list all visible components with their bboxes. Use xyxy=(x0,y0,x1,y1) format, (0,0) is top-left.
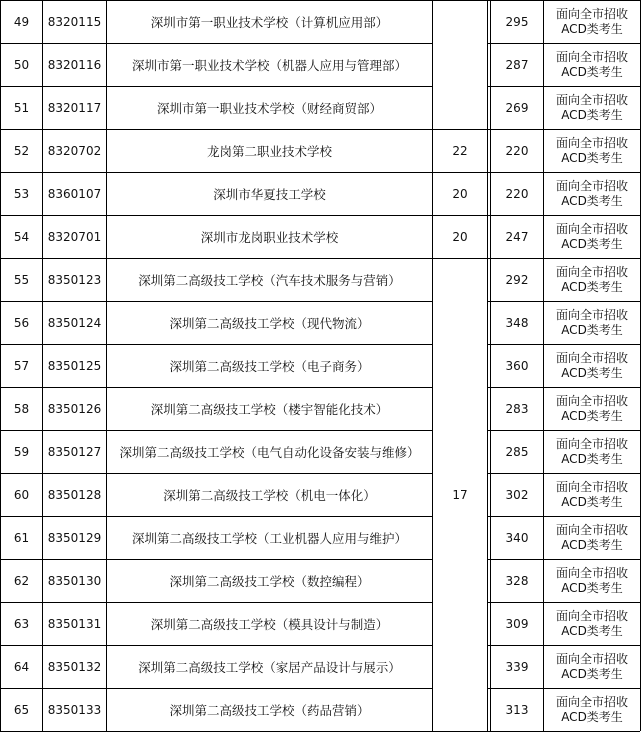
school-code-cell: 8350131 xyxy=(47,617,102,631)
min-score-cell: 339 xyxy=(505,660,529,674)
remark-line-1: 面向全市招收 xyxy=(555,179,628,193)
remark-cell xyxy=(544,259,640,301)
remark-cell xyxy=(544,44,640,86)
remark-cell xyxy=(544,603,640,645)
min-score-cell: 328 xyxy=(505,574,529,588)
school-code-cell: 8320117 xyxy=(47,101,102,115)
remark-line-1: 面向全市招收 xyxy=(555,480,628,494)
min-score-cell: 292 xyxy=(505,273,529,287)
school-name-cell: 深圳第二高级技工学校（汽车技术服务与营销） xyxy=(138,273,401,288)
school-name-cell: 深圳第二高级技工学校（药品营销） xyxy=(169,703,370,718)
remark-line-2: ACD类考生 xyxy=(561,538,623,552)
row-number-cell: 64 xyxy=(13,660,30,674)
merged-plan-count-cell: 17 xyxy=(452,488,468,502)
remark-cell xyxy=(544,388,640,430)
remark-cell xyxy=(544,1,640,43)
school-name-cell: 深圳第二高级技工学校（电气自动化设备安装与维修） xyxy=(119,445,420,460)
school-name-cell: 深圳第二高级技工学校（家居产品设计与展示） xyxy=(138,660,401,675)
remark-cell xyxy=(544,689,640,731)
remark-line-2: ACD类考生 xyxy=(561,366,623,380)
school-name-cell: 深圳市龙岗职业技术学校 xyxy=(200,230,339,245)
row-number-cell: 57 xyxy=(13,359,30,373)
row-number-cell: 54 xyxy=(13,230,30,244)
min-score-cell: 348 xyxy=(505,316,529,330)
school-code-cell: 8320701 xyxy=(47,230,102,244)
school-name-cell: 深圳第二高级技工学校（工业机器人应用与维护） xyxy=(131,531,407,546)
row-number-cell: 65 xyxy=(13,703,30,717)
remark-line-1: 面向全市招收 xyxy=(555,50,628,64)
school-code-cell: 8320702 xyxy=(47,144,102,158)
school-code-cell: 8320116 xyxy=(47,58,102,72)
school-name-cell: 深圳市第一职业技术学校（计算机应用部） xyxy=(150,15,389,30)
table-grid-line xyxy=(640,0,641,731)
row-number-cell: 58 xyxy=(13,402,30,416)
remark-line-2: ACD类考生 xyxy=(561,452,623,466)
remark-line-2: ACD类考生 xyxy=(561,624,623,638)
row-number-cell: 52 xyxy=(13,144,30,158)
remark-line-2: ACD类考生 xyxy=(561,581,623,595)
remark-line-1: 面向全市招收 xyxy=(555,523,628,537)
remark-line-2: ACD类考生 xyxy=(561,65,623,79)
remark-line-1: 面向全市招收 xyxy=(555,394,628,408)
min-score-cell: 295 xyxy=(505,15,529,29)
remark-line-1: 面向全市招收 xyxy=(555,265,628,279)
school-name-cell: 深圳第二高级技工学校（现代物流） xyxy=(169,316,370,331)
remark-line-1: 面向全市招收 xyxy=(555,609,628,623)
school-name-cell: 深圳市第一职业技术学校（财经商贸部） xyxy=(156,101,382,116)
school-code-cell: 8350133 xyxy=(47,703,102,717)
row-number-cell: 61 xyxy=(13,531,30,545)
remark-line-1: 面向全市招收 xyxy=(555,566,628,580)
remark-line-2: ACD类考生 xyxy=(561,151,623,165)
min-score-cell: 283 xyxy=(505,402,529,416)
school-code-cell: 8350127 xyxy=(47,445,102,459)
remark-line-2: ACD类考生 xyxy=(561,495,623,509)
remark-line-2: ACD类考生 xyxy=(561,710,623,724)
remark-line-2: ACD类考生 xyxy=(561,323,623,337)
row-number-cell: 63 xyxy=(13,617,30,631)
row-number-cell: 62 xyxy=(13,574,30,588)
remark-cell xyxy=(544,560,640,602)
remark-line-1: 面向全市招收 xyxy=(555,695,628,709)
school-code-cell: 8350123 xyxy=(47,273,102,287)
min-score-cell: 220 xyxy=(505,144,529,158)
school-name-cell: 深圳市华夏技工学校 xyxy=(213,187,326,202)
school-name-cell: 深圳第二高级技工学校（数控编程） xyxy=(169,574,370,589)
min-score-cell: 285 xyxy=(505,445,529,459)
remark-line-2: ACD类考生 xyxy=(561,409,623,423)
min-score-cell: 287 xyxy=(505,58,529,72)
min-score-cell: 309 xyxy=(505,617,529,631)
remark-cell xyxy=(544,216,640,258)
plan-count-cell: 20 xyxy=(452,187,468,201)
row-number-cell: 56 xyxy=(13,316,30,330)
school-code-cell: 8350126 xyxy=(47,402,102,416)
plan-count-cell: 20 xyxy=(452,230,468,244)
school-code-cell: 8350129 xyxy=(47,531,102,545)
min-score-cell: 302 xyxy=(505,488,529,502)
min-score-cell: 340 xyxy=(505,531,529,545)
remark-line-2: ACD类考生 xyxy=(561,237,623,251)
remark-line-1: 面向全市招收 xyxy=(555,222,628,236)
remark-line-1: 面向全市招收 xyxy=(555,136,628,150)
remark-cell xyxy=(544,517,640,559)
remark-line-2: ACD类考生 xyxy=(561,280,623,294)
remark-cell xyxy=(544,431,640,473)
plan-count-cell: 22 xyxy=(452,144,468,158)
min-score-cell: 313 xyxy=(505,703,529,717)
remark-cell xyxy=(544,87,640,129)
row-number-cell: 53 xyxy=(13,187,30,201)
row-number-cell: 50 xyxy=(13,58,30,72)
remark-line-2: ACD类考生 xyxy=(561,194,623,208)
school-code-cell: 8350125 xyxy=(47,359,102,373)
remark-line-2: ACD类考生 xyxy=(561,667,623,681)
school-code-cell: 8350128 xyxy=(47,488,102,502)
remark-line-1: 面向全市招收 xyxy=(555,437,628,451)
remark-line-1: 面向全市招收 xyxy=(555,351,628,365)
table-grid-line xyxy=(487,0,488,731)
school-name-cell: 深圳市第一职业技术学校（机器人应用与管理部） xyxy=(131,58,407,73)
remark-cell xyxy=(544,130,640,172)
remark-line-2: ACD类考生 xyxy=(561,108,623,122)
row-number-cell: 60 xyxy=(13,488,30,502)
school-name-cell: 深圳第二高级技工学校（电子商务） xyxy=(169,359,370,374)
school-name-cell: 龙岗第二职业技术学校 xyxy=(206,144,332,159)
min-score-cell: 269 xyxy=(505,101,529,115)
remark-cell xyxy=(544,302,640,344)
school-code-cell: 8320115 xyxy=(47,15,102,29)
row-number-cell: 49 xyxy=(13,15,30,29)
row-number-cell: 51 xyxy=(13,101,30,115)
remark-cell xyxy=(544,173,640,215)
remark-line-1: 面向全市招收 xyxy=(555,308,628,322)
remark-line-1: 面向全市招收 xyxy=(555,652,628,666)
remark-cell xyxy=(544,345,640,387)
school-name-cell: 深圳第二高级技工学校（模具设计与制造） xyxy=(150,617,389,632)
min-score-cell: 247 xyxy=(505,230,529,244)
school-name-cell: 深圳第二高级技工学校（机电一体化） xyxy=(163,488,376,503)
remark-cell xyxy=(544,474,640,516)
school-code-cell: 8350124 xyxy=(47,316,102,330)
remark-cell xyxy=(544,646,640,688)
school-name-cell: 深圳第二高级技工学校（楼宇智能化技术） xyxy=(150,402,389,417)
remark-line-2: ACD类考生 xyxy=(561,22,623,36)
min-score-cell: 360 xyxy=(505,359,529,373)
school-code-cell: 8350132 xyxy=(47,660,102,674)
row-number-cell: 55 xyxy=(13,273,30,287)
school-code-cell: 8360107 xyxy=(47,187,102,201)
remark-line-1: 面向全市招收 xyxy=(555,93,628,107)
school-code-cell: 8350130 xyxy=(47,574,102,588)
remark-line-1: 面向全市招收 xyxy=(555,7,628,21)
min-score-cell: 220 xyxy=(505,187,529,201)
row-number-cell: 59 xyxy=(13,445,30,459)
